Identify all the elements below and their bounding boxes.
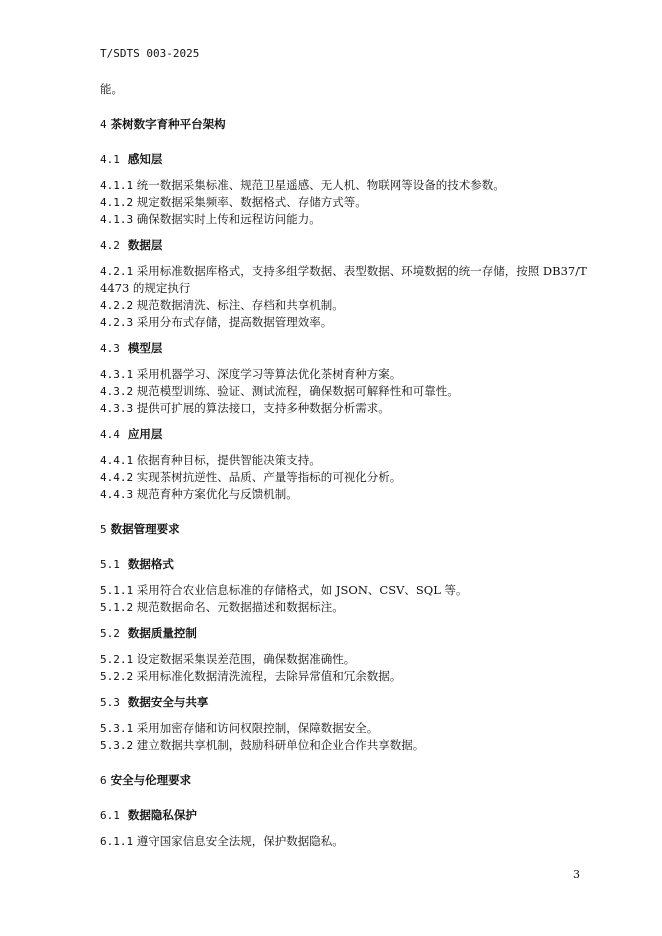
clause <box>100 469 592 486</box>
subsection-heading <box>100 237 592 254</box>
clause <box>100 297 592 314</box>
subsection-title: 数据安全与共享 <box>127 695 209 709</box>
subsection-heading <box>100 340 592 357</box>
section-title: 数据管理要求 <box>110 522 180 536</box>
clause-number: 4.2.2 <box>100 299 134 312</box>
paragraph-continuation <box>100 81 592 97</box>
clause <box>100 177 592 194</box>
clause-text: 采用标准数据库格式，支持多组学数据、表型数据、环境数据的统一存储，按照 DB37/T 4473 的规定执行 <box>100 264 587 295</box>
subsection-title: 数据层 <box>127 238 163 252</box>
clause-number: 5.3.1 <box>100 722 134 735</box>
document-code: T/SDTS 003-2025 <box>100 47 200 60</box>
section-title: 茶树数字育种平台架构 <box>110 117 226 131</box>
section-title: 安全与伦理要求 <box>110 773 192 787</box>
clause-text: 遵守国家信息安全法规，保护数据隐私。 <box>136 834 344 848</box>
clause-text: 建立数据共享机制，鼓励科研单位和企业合作共享数据。 <box>136 738 425 752</box>
section-heading <box>100 116 592 133</box>
section-heading <box>100 521 592 538</box>
subsection-heading <box>100 426 592 443</box>
subsection-number: 4.2 <box>100 239 120 252</box>
clause-text: 规定数据采集频率、数据格式、存储方式等。 <box>136 195 367 209</box>
clause-text: 规范数据清洗、标注、存档和共享机制。 <box>136 298 344 312</box>
subsection-number: 4.3 <box>100 342 120 355</box>
subsection-title: 应用层 <box>127 427 163 441</box>
clause <box>100 400 592 417</box>
clause-number: 5.2.2 <box>100 670 134 683</box>
clause-text: 采用加密存储和访问权限控制，保障数据安全。 <box>136 721 379 735</box>
clause-text: 采用分布式存储，提高数据管理效率。 <box>136 315 333 329</box>
clause-text: 规范育种方案优化与反馈机制。 <box>136 487 298 501</box>
clause <box>100 737 592 754</box>
subsection-number: 4.4 <box>100 428 120 441</box>
clause <box>100 314 592 331</box>
clause-text: 采用符合农业信息标准的存储格式，如 JSON、CSV、SQL 等。 <box>136 583 468 597</box>
clause <box>100 582 592 599</box>
clause-number: 4.3.2 <box>100 385 134 398</box>
subsection-title: 数据格式 <box>127 557 174 571</box>
section-number: 5 <box>100 523 107 536</box>
section-heading <box>100 772 592 789</box>
clause-number: 4.2.1 <box>100 265 134 278</box>
clause <box>100 211 592 228</box>
clause <box>100 263 592 296</box>
subsection-title: 模型层 <box>127 341 163 355</box>
clause-number: 5.3.2 <box>100 739 134 752</box>
clause-number: 5.1.2 <box>100 601 134 614</box>
subsection-number: 5.3 <box>100 696 120 709</box>
clause-number: 6.1.1 <box>100 835 134 848</box>
subsection-number: 5.1 <box>100 558 120 571</box>
clause-number: 4.3.1 <box>100 368 134 381</box>
clause-number: 5.1.1 <box>100 584 134 597</box>
clause <box>100 486 592 503</box>
clause-number: 4.1.1 <box>100 179 134 192</box>
subsection-number: 4.1 <box>100 153 120 166</box>
clause <box>100 383 592 400</box>
clause <box>100 833 592 850</box>
subsection-heading <box>100 151 592 168</box>
subsection-heading <box>100 694 592 711</box>
page-number: 3 <box>573 868 580 881</box>
clause-text: 统一数据采集标准、规范卫星遥感、无人机、物联网等设备的技术参数。 <box>136 178 505 192</box>
subsection-heading <box>100 807 592 824</box>
clause <box>100 651 592 668</box>
clause-text: 采用标准化数据清洗流程，去除异常值和冗余数据。 <box>136 669 402 683</box>
clause-number: 4.1.3 <box>100 213 134 226</box>
subsection-title: 数据质量控制 <box>127 626 197 640</box>
clause-text: 设定数据采集误差范围，确保数据准确性。 <box>136 652 356 666</box>
clause-text: 依据育种目标，提供智能决策支持。 <box>136 453 321 467</box>
clause-number: 5.2.1 <box>100 653 134 666</box>
clause-number: 4.4.2 <box>100 471 134 484</box>
clause-number: 4.4.3 <box>100 488 134 501</box>
clause-number: 4.3.3 <box>100 402 134 415</box>
subsection-heading <box>100 625 592 642</box>
clause <box>100 668 592 685</box>
subsection-title: 感知层 <box>127 152 163 166</box>
subsection-number: 5.2 <box>100 627 120 640</box>
clause <box>100 599 592 616</box>
clause <box>100 366 592 383</box>
line-text: 能。 <box>100 82 123 96</box>
clause-text: 提供可扩展的算法接口，支持多种数据分析需求。 <box>136 401 390 415</box>
clause <box>100 452 592 469</box>
section-number: 4 <box>100 118 107 131</box>
subsection-number: 6.1 <box>100 809 120 822</box>
clause-text: 确保数据实时上传和远程访问能力。 <box>136 212 321 226</box>
clause-number: 4.2.3 <box>100 316 134 329</box>
section-number: 6 <box>100 774 107 787</box>
subsection-title: 数据隐私保护 <box>127 808 197 822</box>
clause-number: 4.1.2 <box>100 196 134 209</box>
clause-text: 实现茶树抗逆性、品质、产量等指标的可视化分析。 <box>136 470 402 484</box>
clause-text: 规范数据命名、元数据描述和数据标注。 <box>136 600 344 614</box>
clause <box>100 194 592 211</box>
subsection-heading <box>100 556 592 573</box>
clause-text: 采用机器学习、深度学习等算法优化茶树育种方案。 <box>136 367 402 381</box>
clause-number: 4.4.1 <box>100 454 134 467</box>
clause-text: 规范模型训练、验证、测试流程，确保数据可解释性和可靠性。 <box>136 384 459 398</box>
clause <box>100 720 592 737</box>
